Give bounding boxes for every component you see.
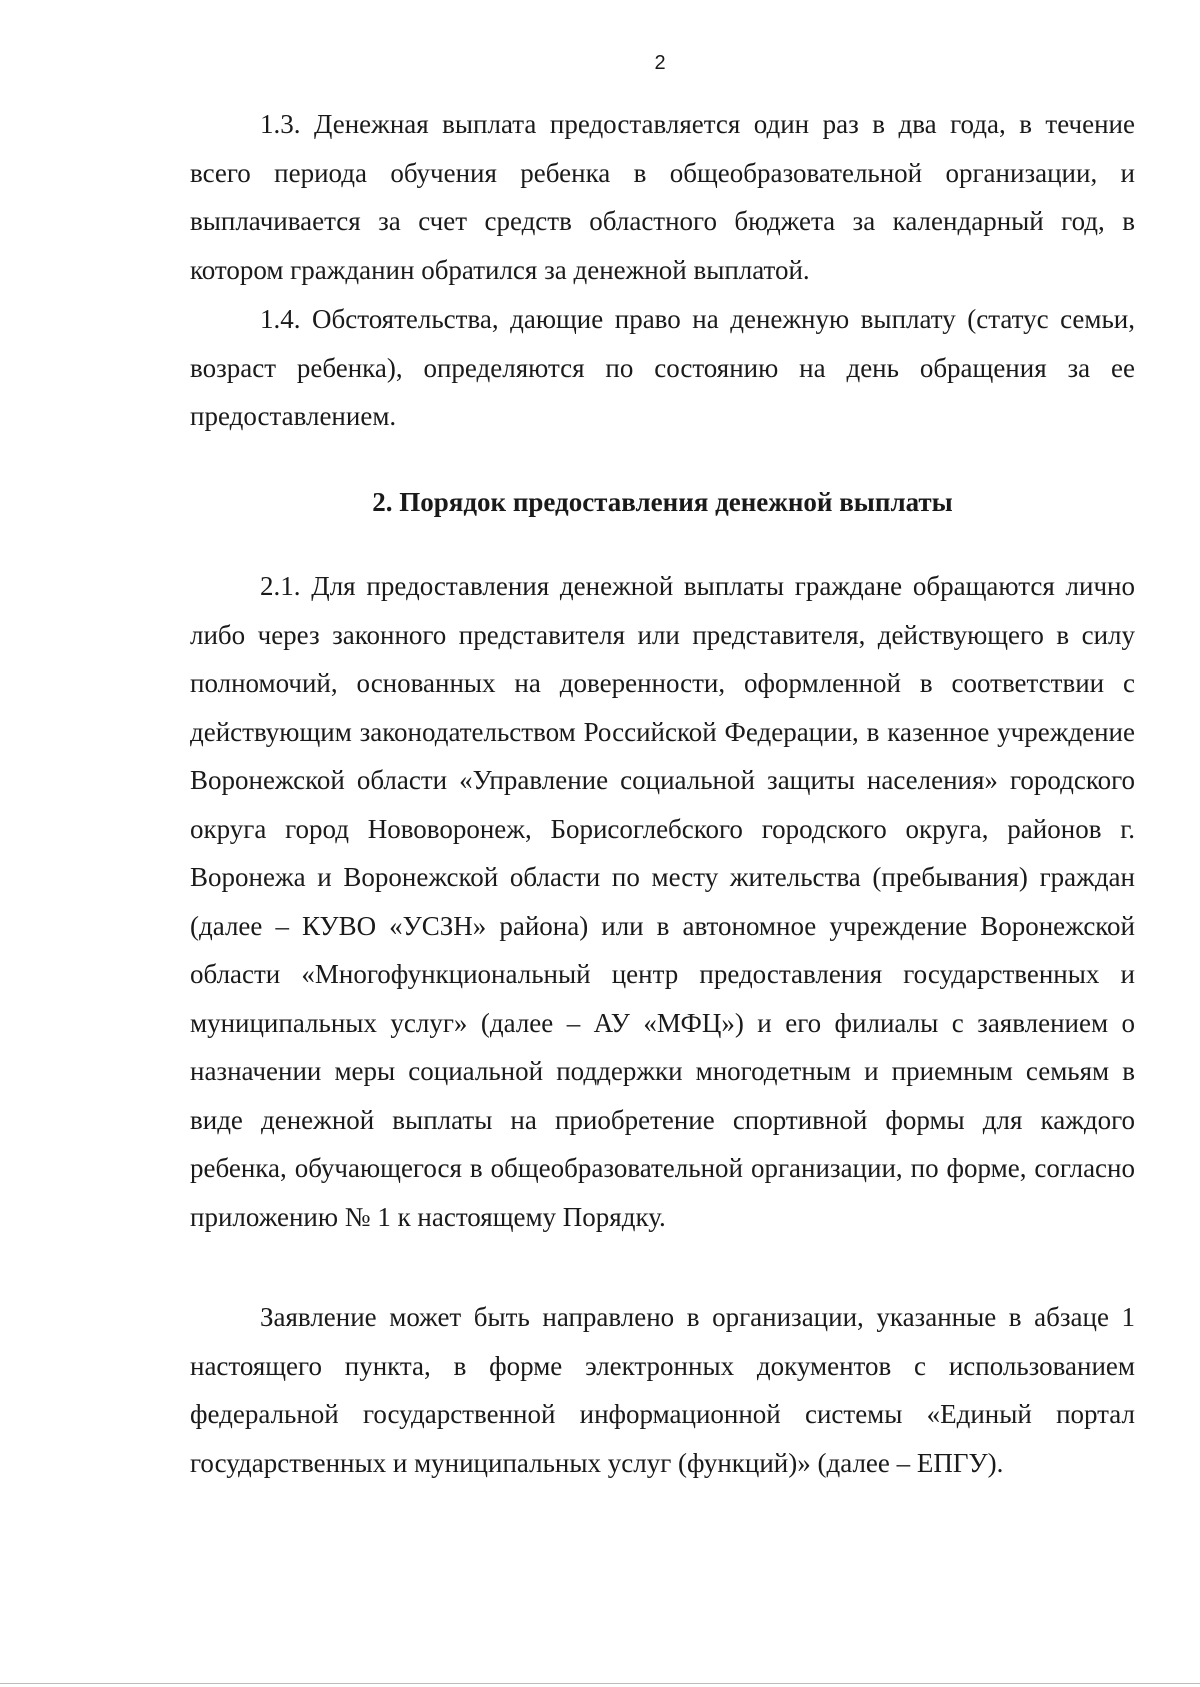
paragraph-2-1-continuation-block bbox=[190, 1293, 1135, 1487]
paragraph-2-1-block bbox=[190, 562, 1135, 1241]
page-number: 2 bbox=[654, 52, 666, 74]
paragraph-1-4: 1.4. Обстоятельства, дающие право на денежную выплату (статус семьи, возраст ребенка), определяются по состоянию на день обращения за ее предоставлением. bbox=[190, 304, 1135, 431]
paragraph-1-4-block bbox=[190, 295, 1135, 441]
paragraph-1-3-block bbox=[190, 100, 1135, 294]
paragraph-1-3: 1.3. Денежная выплата предоставляется один раз в два года, в течение всего периода обучения ребенка в общеобразовательной организации, и выплачивается за счет средств областного бюджета за календарный год, в котором гражданин обратился за денежной выплатой. bbox=[190, 109, 1135, 285]
paragraph-2-1-continuation: Заявление может быть направлено в организации, указанные в абзаце 1 настоящего пункта, в форме электронных документов с использованием федеральной государственной информационной системы «Единый портал государственных и муниципальных услуг (функций)» (далее – ЕПГУ). bbox=[190, 1302, 1135, 1478]
section-heading: 2. Порядок предоставления денежной выплаты bbox=[372, 487, 953, 517]
paragraph-2-1: 2.1. Для предоставления денежной выплаты граждане обращаются лично либо через законного представителя или представителя, действующего в силу полномочий, основанных на доверенности, оформленной в соответствии с действующим законодательством Российской Федерации, в казенное учреждение Воронежской области «Управление социальной защиты населения» городского округа город Нововоронеж, Борисоглебского городского округа, районов г. Воронежа и Воронежской области по месту жительства (пребывания) граждан (далее – КУВО «УСЗН» района) или в автономное учреждение Воронежской области «Многофункциональный центр предоставления государственных и муниципальных услуг» (далее – АУ «МФЦ») и его филиалы с заявлением о назначении меры социальной поддержки многодетным и приемным семьям в виде денежной выплаты на приобретение спортивной формы для каждого ребенка, обучающегося в общеобразовательной организации, по форме, согласно приложению № 1 к настоящему Порядку. bbox=[190, 571, 1135, 1232]
page-bottom-edge bbox=[0, 1683, 1200, 1684]
section-heading-block bbox=[190, 478, 1135, 527]
